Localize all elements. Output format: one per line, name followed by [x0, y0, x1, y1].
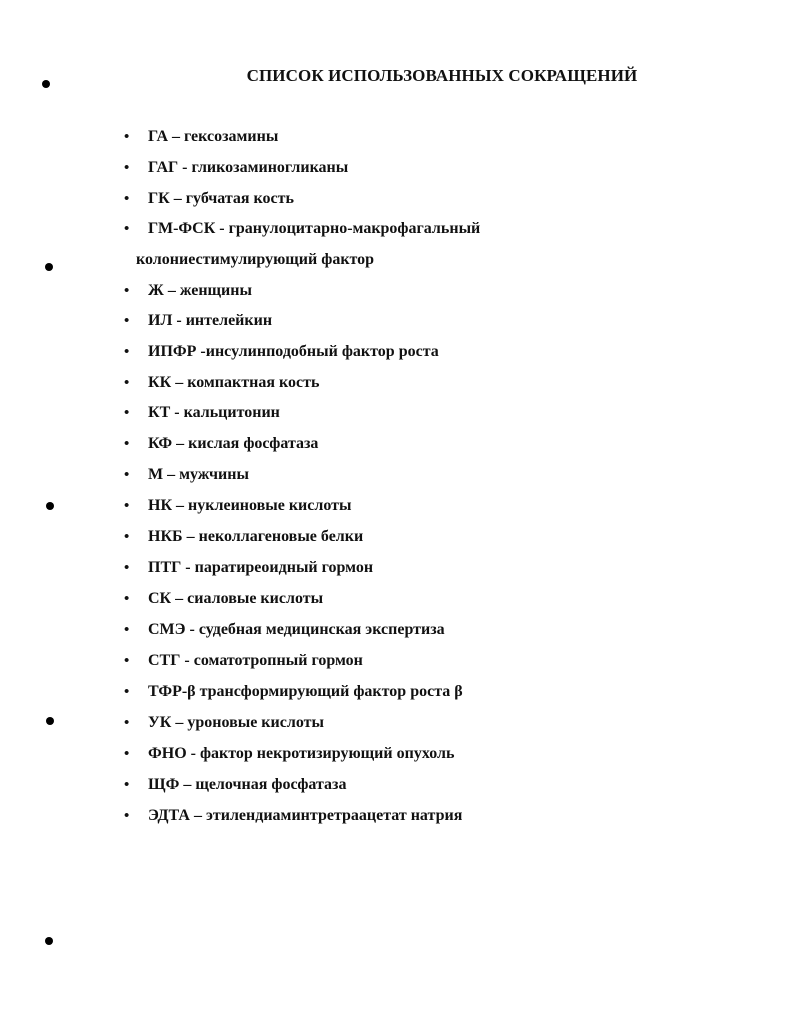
- bullet-icon: •: [124, 405, 130, 421]
- list-item-text: ФНО - фактор некротизирующий опухоль: [148, 745, 455, 762]
- list-item: [124, 281, 252, 301]
- list-item-text: колониестимулирующий фактор: [136, 251, 375, 268]
- bullet-icon: •: [124, 344, 130, 360]
- list-item: [124, 311, 272, 331]
- bullet-icon: •: [124, 283, 130, 299]
- list-item-text: М – мужчины: [148, 466, 249, 483]
- list-item-text: ИЛ - интелейкин: [148, 312, 273, 329]
- list-item-text: ИПФР -инсулинподобный фактор роста: [148, 343, 439, 360]
- bullet-icon: •: [124, 436, 130, 452]
- punch-hole-mark: [42, 80, 50, 88]
- list-item-text: ГК – губчатая кость: [148, 190, 294, 207]
- list-item: [124, 651, 363, 671]
- bullet-icon: •: [124, 777, 130, 793]
- list-item-text: СМЭ - судебная медицинская экспертиза: [148, 621, 445, 638]
- punch-hole-mark: [45, 263, 53, 271]
- bullet-icon: •: [124, 129, 130, 145]
- bullet-icon: •: [124, 375, 130, 391]
- bullet-icon: •: [124, 221, 130, 237]
- list-item: [124, 434, 318, 454]
- page-title: СПИСОК ИСПОЛЬЗОВАННЫХ СОКРАЩЕНИЙ: [246, 66, 638, 85]
- list-item: [124, 775, 346, 795]
- list-item: [124, 189, 294, 209]
- list-item-text: ЩФ – щелочная фосфатаза: [148, 776, 347, 793]
- bullet-icon: •: [124, 715, 130, 731]
- bullet-icon: •: [124, 684, 130, 700]
- list-item: [124, 558, 373, 578]
- list-item: [124, 744, 454, 764]
- punch-hole-mark: [46, 502, 54, 510]
- bullet-icon: •: [124, 498, 130, 514]
- list-item: [124, 589, 323, 609]
- list-item: [124, 127, 278, 147]
- list-item: [124, 403, 280, 423]
- list-item-text: НК – нуклеиновые кислоты: [148, 497, 352, 514]
- list-item: [124, 682, 463, 702]
- list-item-text: КФ – кислая фосфатаза: [148, 435, 319, 452]
- list-item-text: ГАГ - гликозаминогликаны: [148, 159, 349, 176]
- bullet-icon: •: [124, 808, 130, 824]
- list-item: [124, 465, 249, 485]
- punch-hole-mark: [46, 717, 54, 725]
- bullet-icon: •: [124, 191, 130, 207]
- list-item: [124, 219, 480, 239]
- list-item-text: УК – уроновые кислоты: [148, 714, 324, 731]
- list-item-text: ЭДТА – этилендиаминтретраацетат натрия: [148, 807, 463, 824]
- list-item: [124, 373, 319, 393]
- list-item-text: ГА – гексозамины: [148, 128, 279, 145]
- list-item: [124, 713, 324, 733]
- list-item-text: НКБ – неколлагеновые белки: [148, 528, 364, 545]
- punch-hole-mark: [45, 937, 53, 945]
- bullet-icon: •: [124, 560, 130, 576]
- list-item: [124, 527, 363, 547]
- bullet-icon: •: [124, 653, 130, 669]
- list-item-text: КТ - кальцитонин: [148, 404, 280, 421]
- bullet-icon: •: [124, 746, 130, 762]
- list-item: [124, 806, 462, 826]
- bullet-icon: •: [124, 467, 130, 483]
- list-item: [124, 620, 445, 640]
- bullet-icon: •: [124, 622, 130, 638]
- bullet-icon: •: [124, 313, 130, 329]
- list-item-text: ГМ-ФСК - гранулоцитарно-макрофагальный: [148, 220, 481, 237]
- list-item: [124, 496, 352, 516]
- list-item-text: СТГ - соматотропный гормон: [148, 652, 363, 669]
- list-item-text: Ж – женщины: [148, 282, 252, 299]
- list-item-text: ТФР-β трансформирующий фактор роста β: [148, 683, 463, 700]
- list-item-text: СК – сиаловые кислоты: [148, 590, 324, 607]
- list-item: [124, 158, 348, 178]
- bullet-icon: •: [124, 591, 130, 607]
- list-item-text: КК – компактная кость: [148, 374, 320, 391]
- list-item-text: ПТГ - паратиреоидный гормон: [148, 559, 374, 576]
- list-item-continuation: [136, 250, 374, 270]
- bullet-icon: •: [124, 160, 130, 176]
- bullet-icon: •: [124, 529, 130, 545]
- list-item: [124, 342, 439, 362]
